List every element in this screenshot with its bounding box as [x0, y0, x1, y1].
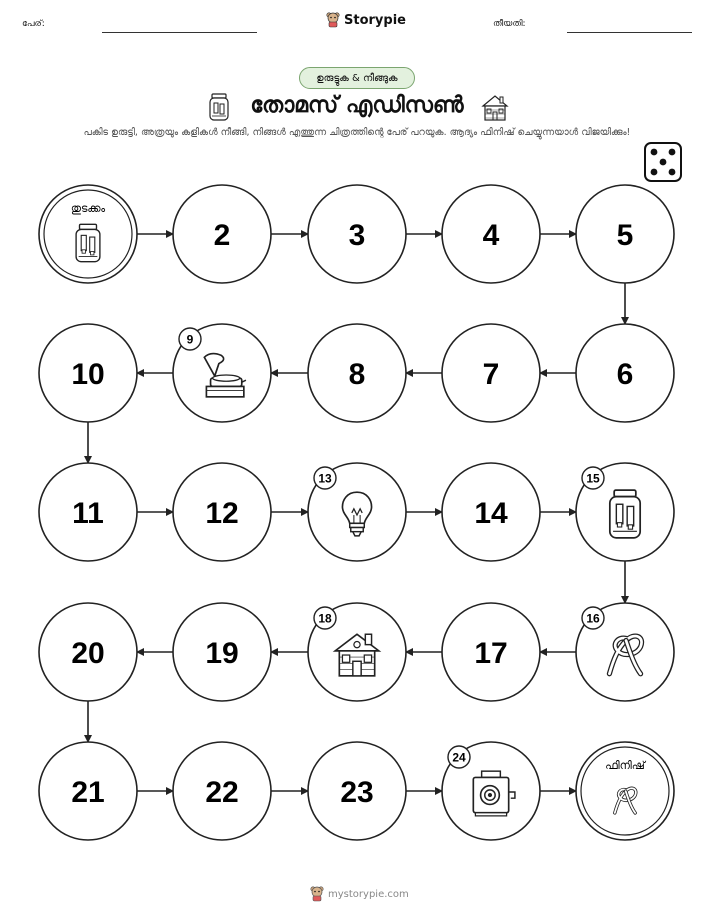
bear-mascot-icon: [310, 886, 324, 902]
board-cell-23: [308, 742, 406, 840]
cell-number-badge-text: 24: [452, 750, 466, 765]
board-cells: [39, 185, 674, 840]
cell-number: 21: [71, 776, 105, 809]
cell-number: 17: [474, 637, 508, 670]
cell-number: 22: [205, 776, 239, 809]
cell-number: 5: [616, 219, 634, 252]
board-cell-20: [39, 603, 137, 701]
game-type-badge: ഉരുട്ടുക & നീങ്ങുക: [299, 67, 415, 89]
board-cell-1: [39, 185, 137, 283]
cell-number: 12: [205, 497, 239, 530]
board-cell-6: [576, 324, 674, 422]
cell-number: 23: [340, 776, 374, 809]
board-cell-24: [442, 742, 540, 840]
cell-number: 20: [71, 637, 105, 670]
board-cell-22: [173, 742, 271, 840]
cell-number-badge-text: 9: [186, 332, 194, 347]
board-cell-12: [173, 463, 271, 561]
board-cell-13: [308, 463, 406, 561]
board-cell-25: [576, 742, 674, 840]
board-cell-5: [576, 185, 674, 283]
board-cell-19: [173, 603, 271, 701]
camera-box-icon: [473, 771, 515, 816]
board-cell-11: [39, 463, 137, 561]
cell-number: 14: [474, 497, 508, 530]
instructions-text: പകിട ഉരുട്ടി, അത്രയും കളികൾ നീങ്ങി, നിങ്ങൾ എത്തുന്ന ചിത്രത്തിന്റെ പേര് പറയുക. ആദ്യം ഫിനിഷ് ചെയ്യുന്നയാൾ വിജയിക്കും!: [83, 127, 631, 138]
start-label: തുടക്കം: [70, 202, 106, 215]
board-cell-4: [442, 185, 540, 283]
board-cell-16: [576, 603, 674, 701]
date-label: തീയതി:: [493, 19, 526, 29]
cell-number: 6: [616, 358, 634, 391]
cell-number-badge-text: 18: [318, 611, 332, 626]
cell-number-badge-text: 13: [318, 471, 332, 486]
cell-number: 19: [205, 637, 239, 670]
board-cell-21: [39, 742, 137, 840]
jar-icon: [610, 490, 640, 538]
board-cell-3: [308, 185, 406, 283]
cell-number-badge-text: 16: [586, 611, 600, 626]
board-cell-2: [173, 185, 271, 283]
cell-number: 7: [482, 358, 500, 391]
brand-name: Storypie: [344, 12, 406, 28]
jar-icon: [76, 224, 100, 261]
board-cell-18: [308, 603, 406, 701]
board-cell-14: [442, 463, 540, 561]
page-title: തോമസ് എഡിസൺ: [250, 93, 464, 118]
board-cell-8: [308, 324, 406, 422]
cell-number: 4: [482, 219, 500, 252]
board-cell-17: [442, 603, 540, 701]
cell-number: 3: [348, 219, 366, 252]
finish-label: ഫിനിഷ്: [605, 759, 645, 772]
cell-number: 8: [348, 358, 366, 391]
cell-number: 10: [71, 358, 105, 391]
cell-number-badge-text: 15: [586, 471, 600, 486]
footer: [310, 886, 409, 902]
board-cell-10: [39, 324, 137, 422]
cell-number: 2: [213, 219, 231, 252]
board-cell-9: [173, 324, 271, 422]
board-cell-15: [576, 463, 674, 561]
footer-url: mystorypie.com: [328, 888, 409, 900]
name-label: പേര്:: [22, 19, 45, 29]
cell-number: 11: [72, 497, 104, 530]
board-cell-7: [442, 324, 540, 422]
